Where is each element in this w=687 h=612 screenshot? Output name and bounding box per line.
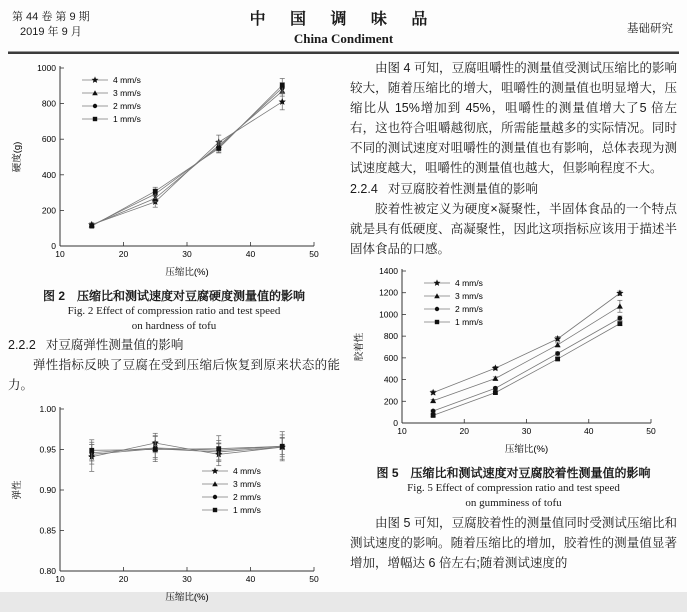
svg-text:3 mm/s: 3 mm/s <box>455 291 483 301</box>
svg-text:200: 200 <box>383 396 398 407</box>
section-2-2-4-title: 对豆腐胶着性测量值的影响 <box>387 182 538 196</box>
svg-text:20: 20 <box>118 574 129 584</box>
svg-text:1200: 1200 <box>379 287 398 298</box>
journal-title-cn: 中 国 调 味 品 <box>249 11 438 28</box>
svg-text:10: 10 <box>55 249 65 259</box>
svg-text:0.80: 0.80 <box>39 566 56 576</box>
svg-text:50: 50 <box>646 426 656 436</box>
fig4-discussion-paragraph: 由图 4 可知，豆腐咀嚼性的测量值受测试压缩比的影响较大，随着压缩比的增大，咀嚼性的测量值也明显增大，压缩比从 15%增加到 45%，咀嚼性的测量值增大了5 倍左右，这也符合咀嚼越彻底，所需能量越多的实际情况。同时不同的测试速度对咀嚼性的测量值也有影响，总体表现为测试速度越大，咀嚼性的测量值也越大，但影响程度不大。 <box>350 61 677 175</box>
svg-text:0: 0 <box>393 418 398 428</box>
svg-text:压缩比(%): 压缩比(%) <box>165 267 209 278</box>
content-columns <box>8 58 679 612</box>
svg-text:30: 30 <box>521 426 532 436</box>
svg-text:600: 600 <box>383 352 398 363</box>
svg-text:0.90: 0.90 <box>39 485 56 495</box>
volume-issue: 第 44 卷 第 9 期 <box>12 11 90 23</box>
svg-text:10: 10 <box>55 574 65 584</box>
figure-5-caption <box>350 465 677 511</box>
svg-text:0.85: 0.85 <box>39 525 56 536</box>
left-column <box>8 58 340 612</box>
svg-text:1 mm/s: 1 mm/s <box>113 114 141 124</box>
svg-text:400: 400 <box>383 374 398 385</box>
fig5-caption-cn: 图 5 压缩比和测试速度对豆腐胶着性测量值的影响 <box>376 466 651 480</box>
column-name: 基础研究 <box>627 23 673 35</box>
figure-3-springiness <box>8 399 340 612</box>
svg-text:1400: 1400 <box>379 266 398 276</box>
fig2-caption-en-line2: on hardness of tofu <box>131 320 217 332</box>
svg-text:硬度(g): 硬度(g) <box>12 141 23 173</box>
svg-text:50: 50 <box>309 249 319 259</box>
svg-text:0.95: 0.95 <box>39 444 56 455</box>
svg-text:2 mm/s: 2 mm/s <box>113 101 141 111</box>
svg-text:3 mm/s: 3 mm/s <box>233 479 261 489</box>
svg-text:30: 30 <box>182 249 192 259</box>
svg-text:胶着性: 胶着性 <box>354 332 365 362</box>
svg-text:30: 30 <box>182 574 192 584</box>
svg-text:1000: 1000 <box>37 63 56 73</box>
fig5-caption-en-line2: on gumminess of tofu <box>465 497 562 509</box>
section-2-2-4-paragraph: 胶着性被定义为硬度×凝聚性，半固体食品的一个特点就是具有低硬度、高凝聚性，因此这项指标应该用于描述半固体食品的口感。 <box>350 202 677 256</box>
svg-text:4 mm/s: 4 mm/s <box>113 75 141 85</box>
svg-text:50: 50 <box>309 574 319 584</box>
svg-text:2 mm/s: 2 mm/s <box>455 304 483 314</box>
svg-text:0: 0 <box>51 241 56 251</box>
svg-text:20: 20 <box>459 426 469 436</box>
journal-title-en: China Condiment <box>293 31 394 46</box>
svg-text:1 mm/s: 1 mm/s <box>233 505 261 515</box>
svg-text:10: 10 <box>397 426 407 436</box>
svg-text:1 mm/s: 1 mm/s <box>455 317 483 327</box>
fig2-caption-en-line1: Fig. 2 Effect of compression ratio and test speed <box>67 305 281 317</box>
svg-text:压缩比(%): 压缩比(%) <box>504 444 549 455</box>
svg-text:4 mm/s: 4 mm/s <box>455 278 483 288</box>
gumminess-chart <box>350 261 677 459</box>
section-2-2-2-paragraph: 弹性指标反映了豆腐在受到压缩后恢复到原来状态的能力。 <box>8 358 340 392</box>
svg-text:40: 40 <box>584 426 594 436</box>
svg-text:20: 20 <box>118 249 129 259</box>
svg-text:弹性: 弹性 <box>12 480 23 500</box>
svg-text:800: 800 <box>383 331 398 342</box>
svg-text:压缩比(%): 压缩比(%) <box>165 592 209 603</box>
springiness-chart <box>8 399 340 607</box>
svg-text:400: 400 <box>41 169 56 180</box>
section-2-2-2-heading <box>8 335 340 355</box>
issue-date: 2019 年 9 月 <box>20 26 82 38</box>
svg-text:4 mm/s: 4 mm/s <box>233 466 261 476</box>
svg-text:3 mm/s: 3 mm/s <box>113 88 141 98</box>
svg-text:40: 40 <box>245 249 256 259</box>
svg-text:40: 40 <box>245 574 256 584</box>
svg-text:600: 600 <box>41 134 56 145</box>
figure-2-caption <box>8 288 340 334</box>
section-2-2-2-number: 2.2.2 <box>8 338 36 352</box>
svg-text:200: 200 <box>41 205 56 216</box>
fig2-caption-cn: 图 2 压缩比和测试速度对豆腐硬度测量值的影响 <box>42 289 305 303</box>
section-2-2-4-number: 2.2.4 <box>350 182 378 196</box>
fig5-discussion-paragraph: 由图 5 可知，豆腐胶着性的测量值同时受测试压缩比和测试速度的影响。随着压缩比的增加，胶着性的测量值显著增加，增幅达 6 倍左右;随着测试速度的 <box>350 516 677 570</box>
header-rule <box>8 51 679 54</box>
svg-text:1000: 1000 <box>379 309 398 320</box>
svg-text:1.00: 1.00 <box>39 404 56 414</box>
svg-text:800: 800 <box>41 98 56 109</box>
right-column <box>350 58 677 612</box>
fig5-caption-en-line1: Fig. 5 Effect of compression ratio and test speed <box>407 482 620 494</box>
section-2-2-2-title: 对豆腐弹性测量值的影响 <box>45 338 184 352</box>
page-header <box>8 6 679 48</box>
figure-5-gumminess <box>350 261 677 511</box>
hardness-chart <box>8 58 340 282</box>
svg-text:2 mm/s: 2 mm/s <box>233 492 261 502</box>
figure-2-hardness <box>8 58 340 334</box>
section-2-2-4-heading <box>350 179 677 199</box>
journal-title-block <box>8 6 679 47</box>
